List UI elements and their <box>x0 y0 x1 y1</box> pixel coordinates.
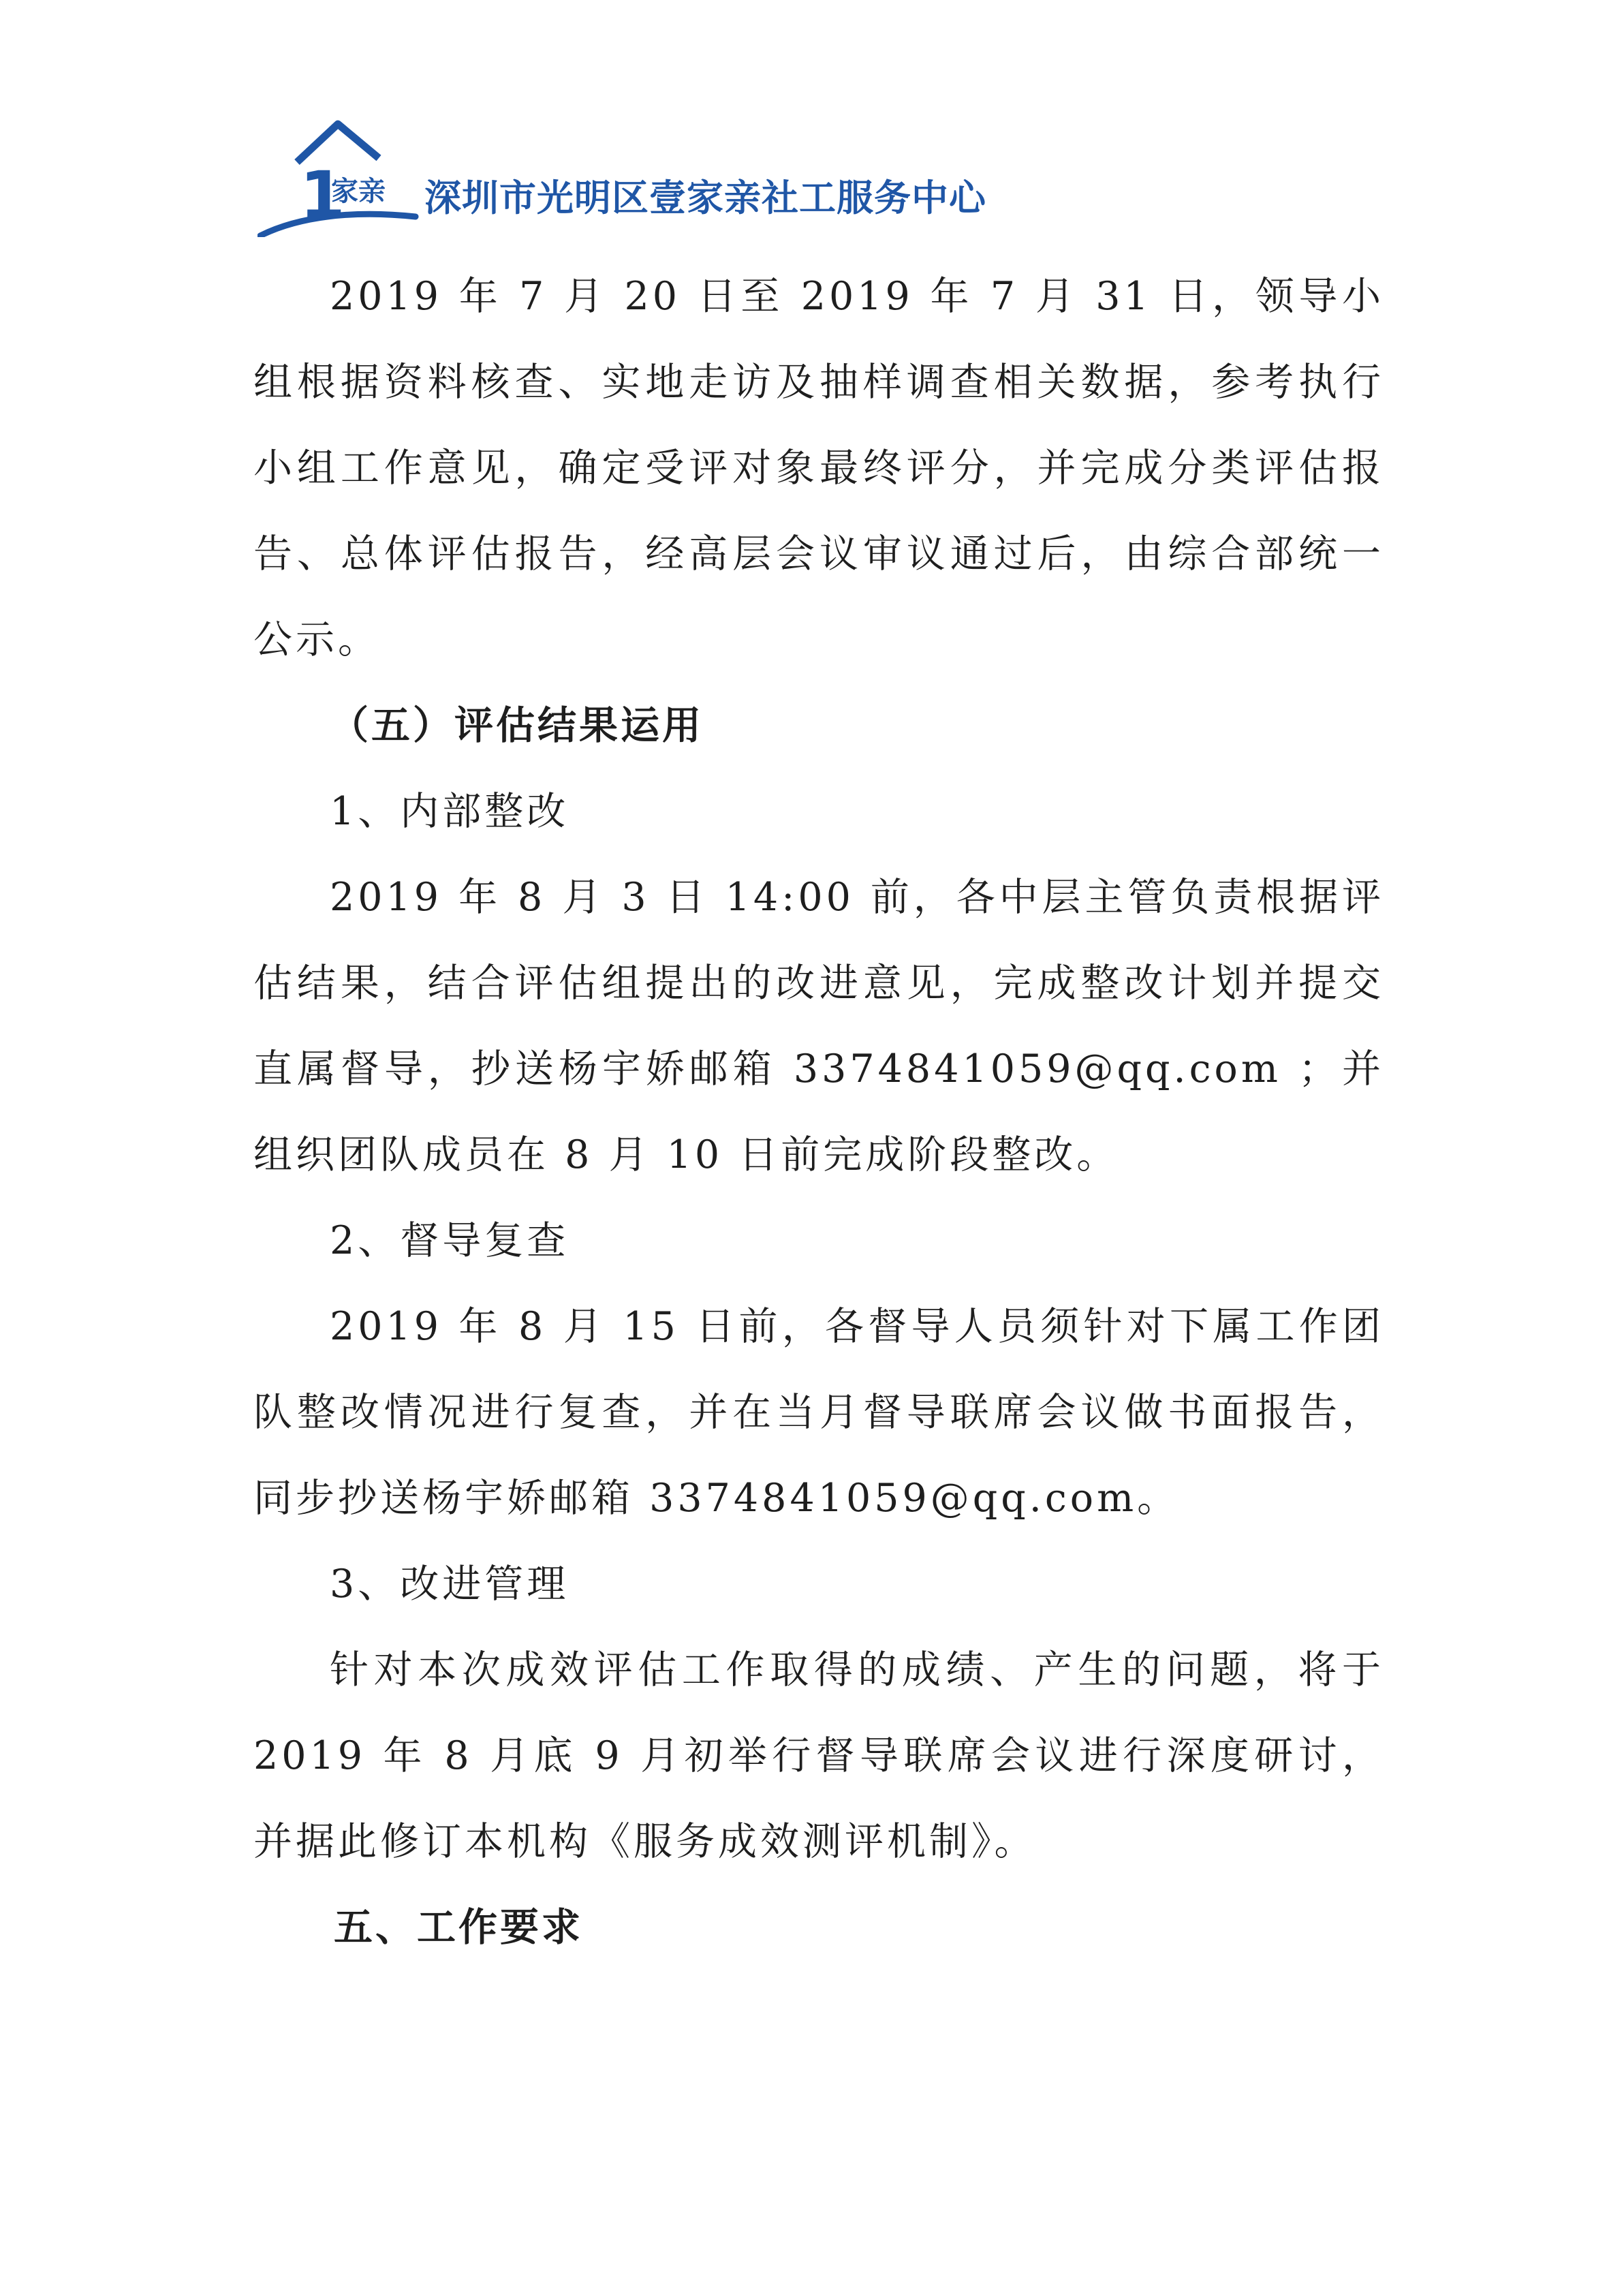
organization-logo <box>257 114 421 237</box>
letterhead <box>257 114 1416 244</box>
svg-text:家亲: 家亲 <box>331 176 386 207</box>
paragraph-improvement-management: 针对本次成效评估工作取得的成绩、产生的问题，将于 2019 年 8 月底 9 月初举行督导联席会议进行深度研讨，并据此修订本机构《服务成效测评机制》。 <box>253 1647 1384 1864</box>
paragraph-supervision-review: 2019 年 8 月 15 日前，各督导人员须针对下属工作团队整改情况进行复查，并在当月督导联席会议做书面报告，同步抄送杨宇娇邮箱 3374841059@qq.com。 <box>253 1304 1384 1521</box>
paragraph-review-schedule: 2019 年 7 月 20 日至 2019 年 7 月 31 日，领导小组根据资料核查、实地走访及抽样调查相关数据，参考执行小组工作意见，确定受评对象最终评分，并完成分类评估报告、总体评估报告，经高层会议审议通过后，由综合部统一公示。 <box>253 274 1384 662</box>
subheading-supervision-review: 2、督导复查 <box>330 1218 569 1263</box>
subheading-internal-rectification: 1、内部整改 <box>330 789 569 834</box>
section-heading-work-requirements: 五、工作要求 <box>334 1905 583 1950</box>
subheading-improvement-management: 3、改进管理 <box>330 1562 569 1607</box>
organization-name: 深圳市光明区壹家亲社工服务中心 <box>424 176 986 219</box>
svg-text:1: 1 <box>300 157 345 234</box>
document-body <box>253 253 1384 1970</box>
paragraph-internal-rectification: 2019 年 8 月 3 日 14:00 前，各中层主管负责根据评估结果，结合评估组提出的改进意见，完成整改计划并提交直属督导，抄送杨宇娇邮箱 3374841059@qq.com ；并组织团队成员在 8 月 10 日前完成阶段整改。 <box>253 875 1384 1177</box>
section-heading-results-use: （五）评估结果运用 <box>330 703 704 748</box>
